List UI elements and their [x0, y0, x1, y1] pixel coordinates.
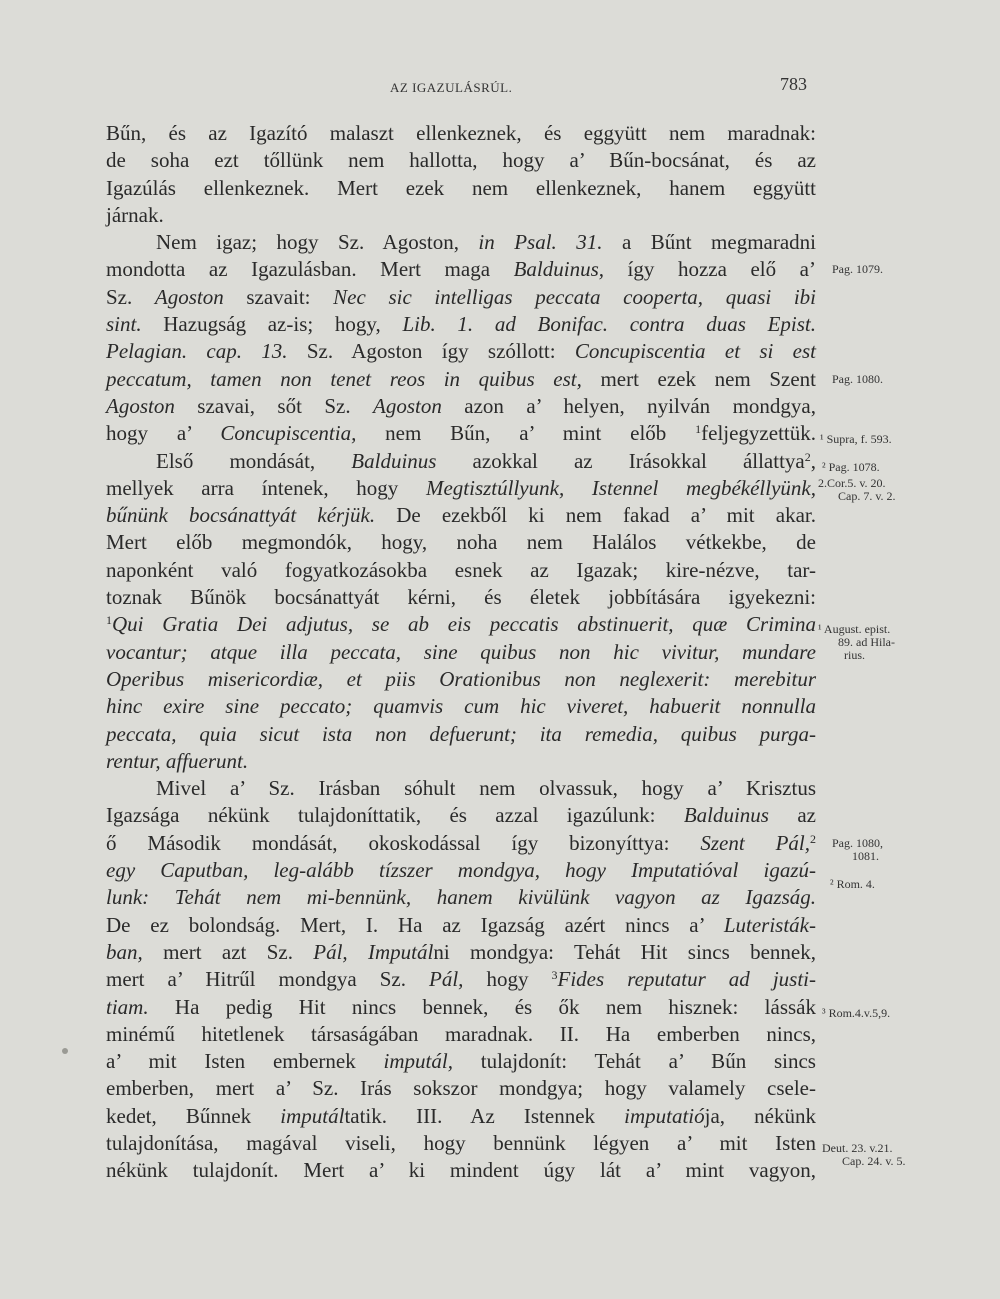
- text-line: Operibus misericordiæ, et piis Orationibus non neglexerit: merebitur: [106, 666, 816, 691]
- text-line: Agoston szavai, sőt Sz. Agoston azon a’ helyen, nyilván mondgya,: [106, 393, 816, 418]
- text-line: sint. Hazugság az-is; hogy, Lib. 1. ad Bonifac. contra duas Epist.: [106, 312, 816, 337]
- text-line: a’ mit Isten embernek imputál, tulajdonít: Tehát a’ Bűn sincs: [106, 1049, 816, 1074]
- running-header: AZ IGAZULÁSRÚL.: [390, 80, 513, 95]
- text-line: Igazsága nékünk tulajdoníttatik, és azzal igazúlunk: Balduinus az: [106, 803, 816, 828]
- text-line: mellyek arra íntenek, hogy Megtisztúllyunk, Istennel megbékéllyünk,: [106, 475, 816, 500]
- text-line: rentur, affuerunt.: [106, 748, 249, 773]
- margin-note: Pag. 1080.: [832, 372, 883, 386]
- text-line: Nem igaz; hogy Sz. Agoston, in Psal. 31. a Bűnt megmaradni: [156, 230, 817, 255]
- text-line: ban, mert azt Sz. Pál, Imputálni mondgya: Tehát Hit sincs bennek,: [106, 939, 816, 964]
- margin-note: Deut. 23. v.21. Cap. 24. v. 5.: [822, 1141, 906, 1168]
- margin-note: ³ Rom.4.v.5,9.: [822, 1006, 891, 1020]
- text-line: ő Második mondását, okoskodással így bizonyíttya: Szent Pál,$^2$: [106, 830, 816, 855]
- margin-note: ² Rom. 4.: [830, 877, 875, 891]
- text-line: járnak.: [106, 202, 164, 227]
- text-line: naponként való fogyatkozásokba esnek az Igazak; kire-nézve, tar-: [106, 557, 816, 582]
- text-line: peccata, quia sicut ista non defuerunt; ita remedia, quibus purga-: [106, 721, 816, 746]
- text-line: vocantur; atque illa peccata, sine quibus non hic vivitur, mundare: [106, 639, 816, 664]
- text-line: Első mondását, Balduinus azokkal az Irásokkal állattya$^2$,: [156, 448, 816, 473]
- text-line: bűnünk bocsánattyát kérjük. De ezekből ki nem fakad a’ mit akar.: [106, 503, 816, 528]
- text-line: Sz. Agoston szavait: Nec sic intelligas peccata cooperta, quasi ibi: [106, 284, 817, 309]
- text-line: minémű hitetlenek társaságában maradnak. II. Ha emberben nincs,: [106, 1021, 816, 1046]
- text-line: mert a’ Hitrűl mondgya Sz. Pál, hogy $^3$Fides reputatur ad justi-: [106, 967, 816, 992]
- text-line: Mert előb megmondók, hogy, noha nem Halálos vétkekbe, de: [106, 530, 816, 555]
- ink-spot: [62, 1048, 68, 1054]
- text-line: toznak Bűnök bocsánattyát kérni, és életek jobbítására igyekezni:: [106, 585, 816, 610]
- margin-note: ¹ Supra, f. 593.: [820, 432, 892, 446]
- text-line: tiam. Ha pedig Hit nincs bennek, és ők nem hisznek: lássák: [106, 994, 816, 1019]
- text-line: kedet, Bűnnek imputáltatik. III. Az Istennek imputatiója, nékünk: [106, 1103, 816, 1128]
- text-line: nékünk tulajdonít. Mert a’ ki mindent úgy lát a’ mint vagyon,: [106, 1158, 816, 1183]
- text-line: Mivel a’ Sz. Irásban sóhult nem olvassuk, hogy a’ Krisztus: [156, 776, 816, 801]
- margin-note: ² Pag. 1078.: [822, 460, 880, 474]
- text-line: emberben, mert a’ Sz. Irás sokszor mondgya; hogy valamely csele-: [106, 1076, 816, 1101]
- text-line: hogy a’ Concupiscentia, nem Bűn, a’ mint előb $^1$feljegyzettük.: [106, 421, 816, 446]
- text-line: $^1$Qui Gratia Dei adjutus, se ab eis peccatis abstinuerit, quæ Crimina: [106, 612, 816, 637]
- text-line: Bűn, és az Igazító malaszt ellenkeznek, és eggyütt nem maradnak:: [106, 121, 816, 145]
- text-line: lunk: Tehát nem mi-bennünk, hanem kivülünk vagyon az Igazság.: [106, 885, 816, 910]
- text-line: egy Caputban, leg-alább tízszer mondgya, hogy Imputatióval igazú-: [106, 858, 816, 883]
- text-line: De ez bolondság. Mert, I. Ha az Igazság azért nincs a’ Luteristák-: [106, 912, 816, 937]
- page-number: 783: [780, 74, 807, 94]
- text-line: tulajdonítása, magával viseli, hogy bennünk légyen a’ mit Isten: [106, 1130, 816, 1155]
- text-line: mondotta az Igazulásban. Mert maga Balduinus, így hozza elő a’: [106, 257, 816, 282]
- margin-note: Pag. 1080, 1081.: [832, 836, 883, 863]
- text-line: peccatum, tamen non tenet reos in quibus est, mert ezek nem Szent: [106, 366, 816, 391]
- text-line: de soha ezt tőllünk nem hallotta, hogy a’ Bűn-bocsánat, és az: [106, 148, 816, 173]
- body-text: [106, 120, 816, 1185]
- text-line: Igazúlás ellenkeznek. Mert ezek nem ellenkeznek, hanem eggyütt: [106, 175, 816, 200]
- margin-note: Pag. 1079.: [832, 262, 883, 276]
- text-line: Pelagian. cap. 13. Sz. Agoston így szóllott: Concupiscentia et si est: [106, 339, 817, 364]
- margin-note: 2.Cor.5. v. 20. Cap. 7. v. 2.: [818, 476, 896, 503]
- margin-note: ¹ August. epist. 89. ad Hila- rius.: [818, 622, 895, 662]
- text-line: hinc exire sine peccato; quamvis cum hic viveret, habuerit nonnulla: [106, 694, 816, 719]
